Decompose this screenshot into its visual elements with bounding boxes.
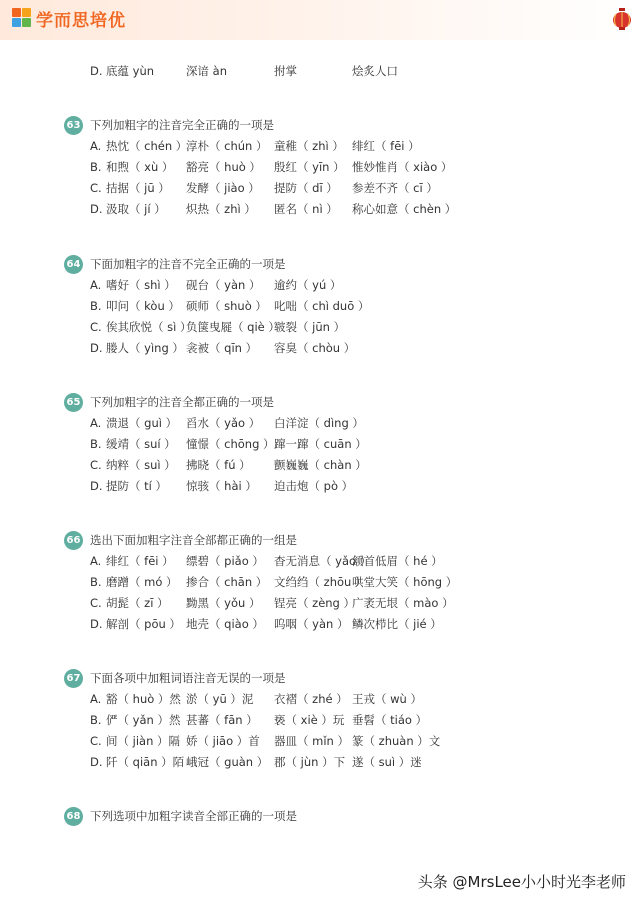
option-letter: B. (90, 575, 102, 589)
option-item: 烩炙人口 (352, 64, 398, 78)
option-item: 豁亮（ huò ） (186, 160, 261, 174)
option-item: 遂（ suì ）迷 (352, 755, 422, 769)
option-item: 发酵（ jiào ） (186, 181, 260, 195)
option-item: 叩问（ kòu ） (106, 299, 180, 313)
option-letter: D. (90, 64, 103, 78)
option-item: 硕师（ shuò ） (186, 299, 267, 313)
option-item: 殷红（ yīn ） (274, 160, 345, 174)
option-item: 砚台（ yàn ） (186, 278, 261, 292)
option-item: 惊骇（ hài ） (186, 479, 257, 493)
question-heading (64, 254, 286, 274)
option-item: 文绉绉（ zhōu ） (274, 575, 367, 589)
option-item: 深谙 àn (186, 64, 227, 78)
option-item: 黝黑（ yǒu ） (186, 596, 261, 610)
option-item: 锃亮（ zèng ） (274, 596, 356, 610)
option-letter: C. (90, 181, 102, 195)
option-item: 王戎（ wù ） (352, 692, 423, 706)
option-item: 杳无消息（ yǎo ） (274, 554, 372, 568)
option-letter: B. (90, 437, 102, 451)
option-item: 和煦（ xù ） (106, 160, 174, 174)
option-letter: D. (90, 479, 103, 493)
watermark: 头条 @MrsLee小小时光李老师 (417, 873, 626, 891)
option-item: 胡髭（ zī ） (106, 596, 169, 610)
question-number-badge: 63 (64, 116, 83, 135)
option-letter: A. (90, 416, 102, 430)
option-item: 溃退（ guì ） (106, 416, 178, 430)
option-letter: D. (90, 341, 103, 355)
option-letter: A. (90, 692, 102, 706)
question-heading (64, 806, 297, 826)
question-heading (64, 668, 286, 688)
option-item: 淳朴（ chún ） (186, 139, 268, 153)
option-item: 广袤无垠（ mào ） (352, 596, 454, 610)
option-item: 俨（ yǎn ）然 (106, 713, 181, 727)
option-item: 峨冠（ guàn ） (186, 755, 269, 769)
option-item: 白洋淀（ dìng ） (274, 416, 364, 430)
question-number-badge: 67 (64, 669, 83, 688)
option-item: 逾约（ yú ） (274, 278, 342, 292)
question-number-badge: 64 (64, 255, 83, 274)
option-item: 热忱（ chén ） (106, 139, 188, 153)
option-item: 磨蹭（ mó ） (106, 575, 178, 589)
option-item: 称心如意（ chèn ） (352, 202, 457, 216)
question-stem: 下面各项中加粗词语注音无误的一项是 (90, 670, 286, 685)
page-header (0, 0, 640, 40)
option-item: 童稚（ zhì ） (274, 139, 344, 153)
option-item: 拮据（ jū ） (106, 181, 170, 195)
option-item: 绯红（ fēi ） (352, 139, 420, 153)
option-letter: D. (90, 755, 103, 769)
option-item: 甚蕃（ fān ） (186, 713, 258, 727)
option-item: 颤巍巍（ chàn ） (274, 458, 367, 472)
option-item: 颔首低眉（ hé ） (352, 554, 443, 568)
option-letter: B. (90, 299, 102, 313)
option-item: 蹿一蹿（ cuān ） (274, 437, 367, 451)
question-number-badge: 68 (64, 807, 83, 826)
option-item: 汲取（ jí ） (106, 202, 166, 216)
option-item: 憧憬（ chōng ） (186, 437, 275, 451)
option-item: 皲裂（ jūn ） (274, 320, 346, 334)
option-item: 郡（ jùn ）下 (274, 755, 346, 769)
question-stem: 下列加粗字的注音完全正确的一项是 (90, 117, 274, 132)
option-letter: A. (90, 554, 102, 568)
option-item: 嗜好（ shì ） (106, 278, 176, 292)
option-item: 迫击炮（ pò ） (274, 479, 354, 493)
option-item: 淤（ yū ）泥 (186, 692, 254, 706)
option-item: 提防（ dī ） (274, 181, 338, 195)
option-item: 缥碧（ piǎo ） (186, 554, 264, 568)
option-item: 地壳（ qiào ） (186, 617, 264, 631)
option-letter: C. (90, 596, 102, 610)
option-item: 底蕴 yùn (106, 64, 155, 78)
option-item: 豁（ huò ）然 (106, 692, 181, 706)
option-item: 媵人（ yìng ） (106, 341, 184, 355)
option-item: 间（ jiàn ）隔 (106, 734, 181, 748)
option-item: 篆（ zhuàn ）文 (352, 734, 441, 748)
option-item: 衣褶（ zhé ） (274, 692, 348, 706)
question-stem: 下列选项中加粗字读音全部正确的一项是 (90, 808, 297, 823)
option-letter: D. (90, 202, 103, 216)
option-letter: B. (90, 160, 102, 174)
option-item: 绯红（ fēi ） (106, 554, 174, 568)
option-item: 哄堂大笑（ hōng ） (352, 575, 458, 589)
option-letter: C. (90, 320, 102, 334)
option-item: 解剖（ pōu ） (106, 617, 181, 631)
option-item: 垂髫（ tiáo ） (352, 713, 428, 727)
option-letter: D. (90, 617, 103, 631)
option-item: 拂晓（ fú ） (186, 458, 251, 472)
option-item: 鳞次栉比（ jié ） (352, 617, 442, 631)
question-stem: 下列加粗字的注音全都正确的一项是 (90, 394, 274, 409)
option-item: 参差不齐（ cī ） (352, 181, 438, 195)
brand-mark-icon (12, 8, 32, 28)
question-number-badge: 65 (64, 393, 83, 412)
question-heading (64, 392, 274, 412)
question-stem: 下面加粗字的注音不完全正确的一项是 (90, 256, 286, 271)
option-letter: C. (90, 734, 102, 748)
option-item: 容臭（ chòu ） (274, 341, 356, 355)
option-item: 拊掌 (274, 64, 297, 78)
option-item: 掺合（ chān ） (186, 575, 268, 589)
option-item: 娇（ jiāo ）首 (186, 734, 260, 748)
option-item: 阡（ qiān ）陌 (106, 755, 185, 769)
brand-logo (12, 6, 126, 30)
option-item: 俟其欣悦（ sì ） (106, 320, 192, 334)
option-letter: B. (90, 713, 102, 727)
option-item: 叱咄（ chì duō ） (274, 299, 370, 313)
question-stem: 选出下面加粗字注音全部都正确的一组是 (90, 532, 297, 547)
option-item: 缓靖（ suí ） (106, 437, 176, 451)
question-number-badge: 66 (64, 531, 83, 550)
option-letter: A. (90, 139, 102, 153)
option-item: 匿名（ nì ） (274, 202, 338, 216)
option-item: 呜咽（ yàn ） (274, 617, 349, 631)
option-item: 舀水（ yǎo ） (186, 416, 261, 430)
option-item: 衾被（ qīn ） (186, 341, 258, 355)
brand-name: 学而思培优 (36, 10, 126, 31)
option-item: 负箧曳屣（ qiè ） (186, 320, 280, 334)
option-item: 亵（ xiè ）玩 (274, 713, 345, 727)
question-heading (64, 115, 274, 135)
lantern-icon (612, 8, 632, 30)
question-heading (64, 530, 297, 550)
option-item: 炽热（ zhì ） (186, 202, 256, 216)
option-item: 器皿（ mǐn ） (274, 734, 349, 748)
option-letter: A. (90, 278, 102, 292)
option-item: 提防（ tí ） (106, 479, 168, 493)
option-item: 纳粹（ suì ） (106, 458, 176, 472)
option-letter: C. (90, 458, 102, 472)
option-item: 惟妙惟肖（ xiào ） (352, 160, 453, 174)
